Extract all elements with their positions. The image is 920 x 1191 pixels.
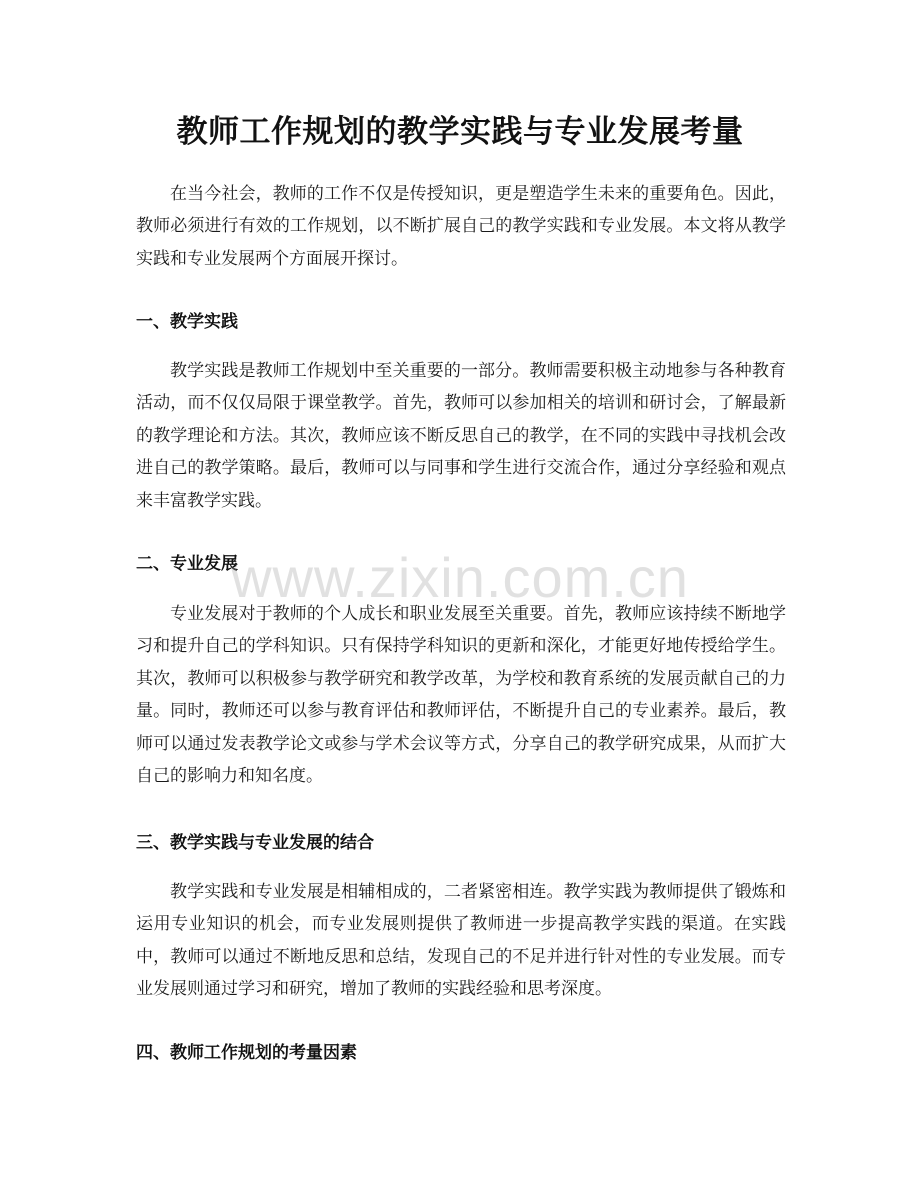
- section-heading-combination: 三、教学实践与专业发展的结合: [136, 833, 374, 853]
- section-body-teaching-practice: 教学实践是教师工作规划中至关重要的一部分。教师需要积极主动地参与各种教育活动，而不仅仅局限于课堂教学。首先，教师可以参加相关的培训和研讨会，了解最新的教学理论和方法。其次，教师应该不断反思自己的教学，在不同的实践中寻找机会改进自己的教学策略。最后，教师可以与同事和学生进行交流合作，通过分享经验和观点来丰富教学实践。: [136, 361, 786, 511]
- section-heading-planning-factors: 四、教师工作规划的考量因素: [136, 1043, 357, 1063]
- document-title: 教师工作规划的教学实践与专业发展考量: [176, 114, 744, 150]
- watermark-text: www.zixin.com.cn: [231, 546, 689, 609]
- section-heading-teaching-practice: 一、教学实践: [136, 312, 238, 332]
- intro-paragraph: 在当今社会，教师的工作不仅是传授知识，更是塑造学生未来的重要角色。因此，教师必须进行有效的工作规划，以不断扩展自己的教学实践和专业发展。本文将从教学实践和专业发展两个方面展开探讨。: [136, 184, 786, 269]
- section-body-professional-development: 专业发展对于教师的个人成长和职业发展至关重要。首先，教师应该持续不断地学习和提升自己的学科知识。只有保持学科知识的更新和深化，才能更好地传授给学生。其次，教师可以积极参与教学研究和教学改革，为学校和教育系统的发展贡献自己的力量。同时，教师还可以参与教育评估和教师评估，不断提升自己的专业素养。最后，教师可以通过发表教学论文或参与学术会议等方式，分享自己的教学研究成果，从而扩大自己的影响力和知名度。: [136, 604, 786, 787]
- section-heading-professional-development: 二、专业发展: [136, 554, 238, 574]
- section-body-combination: 教学实践和专业发展是相辅相成的，二者紧密相连。教学实践为教师提供了锻炼和运用专业知识的机会，而专业发展则提供了教师进一步提高教学实践的渠道。在实践中，教师可以通过不断地反思和总结，发现自己的不足并进行针对性的专业发展。而专业发展则通过学习和研究，增加了教师的实践经验和思考深度。: [136, 882, 786, 1000]
